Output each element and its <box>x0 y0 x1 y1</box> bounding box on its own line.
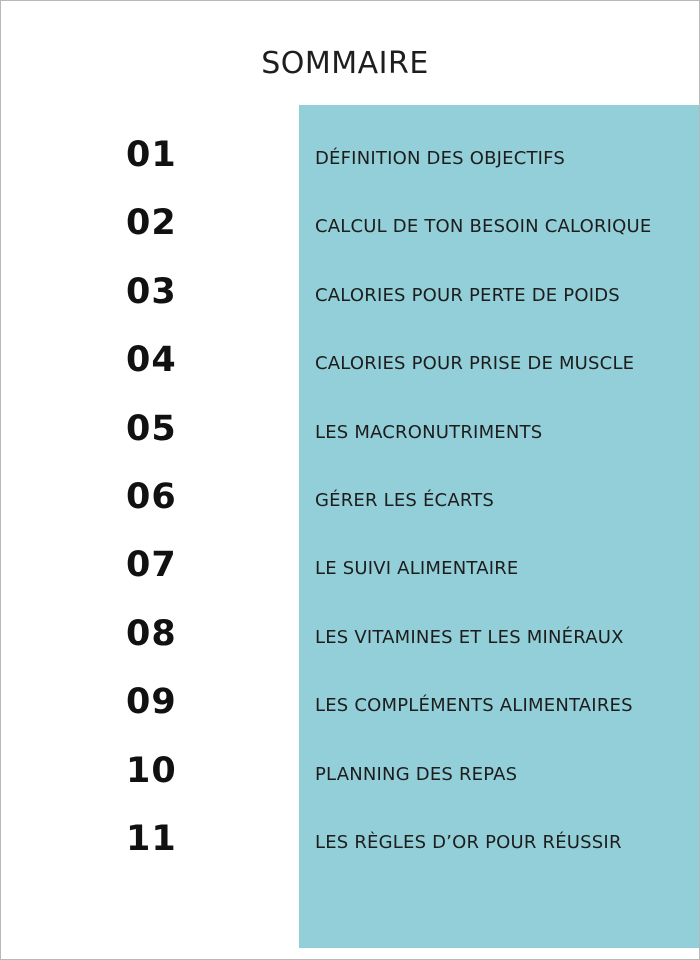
toc-entry[interactable] <box>1 189 699 257</box>
toc-entry[interactable] <box>1 600 699 668</box>
toc-entry-number: 11 <box>126 818 177 859</box>
toc-entry[interactable] <box>1 805 699 873</box>
toc-entry-number: 05 <box>126 408 177 449</box>
toc-entry-number: 02 <box>126 203 177 244</box>
toc-entry-number: 08 <box>126 613 177 654</box>
toc-entry-label: LES MACRONUTRIMENTS <box>315 421 543 443</box>
toc-entry-label: LE SUIVI ALIMENTAIRE <box>315 558 519 580</box>
toc-entry-label: LES VITAMINES ET LES MINÉRAUX <box>315 626 624 648</box>
toc-entry-number: 03 <box>126 271 177 312</box>
page-title: SOMMAIRE <box>261 46 429 81</box>
toc-entry-number: 01 <box>126 135 177 175</box>
toc-entry[interactable] <box>1 668 699 736</box>
toc-entry[interactable] <box>1 258 699 326</box>
toc-entry-label: DÉFINITION DES OBJECTIFS <box>315 148 566 169</box>
toc-entry[interactable] <box>1 531 699 599</box>
toc-entry[interactable] <box>1 737 699 805</box>
table-of-contents <box>1 121 699 873</box>
toc-entry-number: 06 <box>126 476 177 517</box>
toc-entry-label: LES RÈGLES D’OR POUR RÉUSSIR <box>315 831 622 853</box>
toc-entry[interactable] <box>1 395 699 463</box>
toc-entry[interactable] <box>1 121 699 189</box>
toc-entry-number: 07 <box>126 545 177 586</box>
toc-entry-label: LES COMPLÉMENTS ALIMENTAIRES <box>315 695 633 717</box>
toc-entry-label: CALORIES POUR PRISE DE MUSCLE <box>315 353 635 375</box>
toc-entry-label: GÉRER LES ÉCARTS <box>315 489 495 511</box>
toc-entry-number: 10 <box>126 750 177 791</box>
toc-entry-label: CALCUL DE TON BESOIN CALORIQUE <box>315 216 652 238</box>
toc-entry-label: PLANNING DES REPAS <box>315 763 518 785</box>
toc-entry[interactable] <box>1 326 699 394</box>
toc-entry-label: CALORIES POUR PERTE DE POIDS <box>315 284 620 306</box>
toc-entry-number: 04 <box>126 340 177 381</box>
toc-entry[interactable] <box>1 463 699 531</box>
toc-entry-number: 09 <box>126 682 177 723</box>
